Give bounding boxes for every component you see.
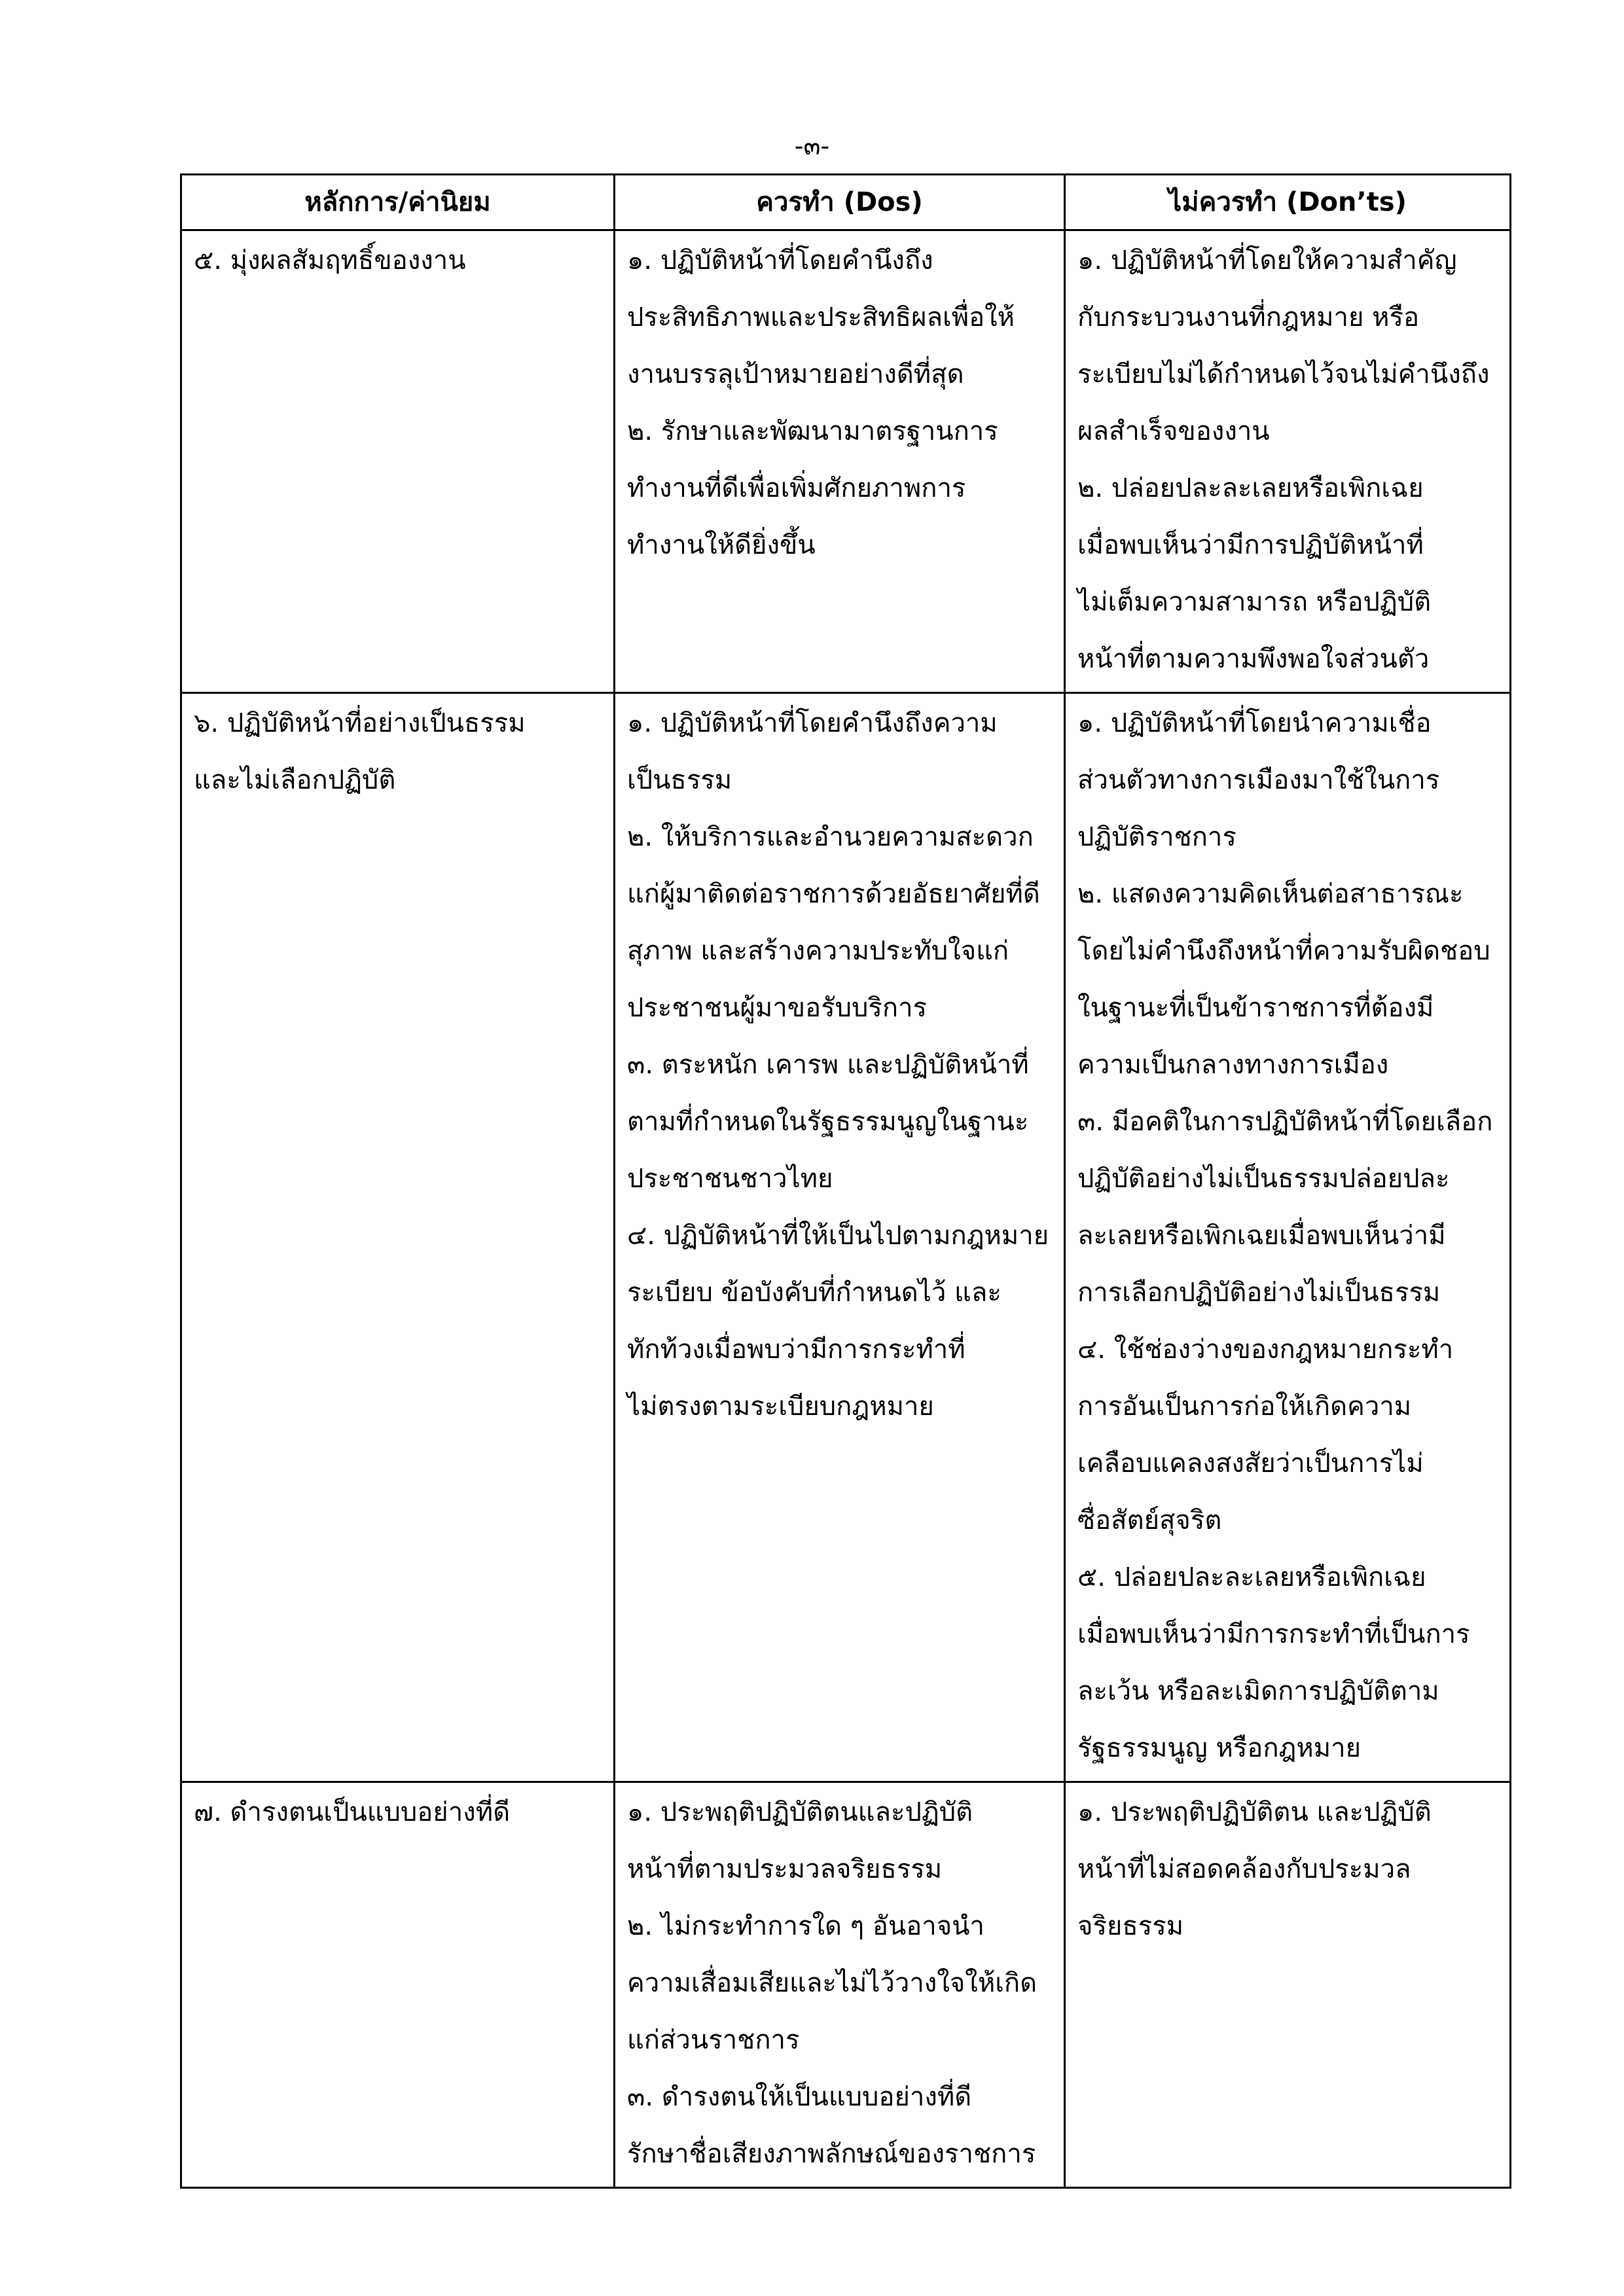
cell-line: ส่วนตัวทางการเมืองมาใช้ในการ — [1077, 765, 1440, 795]
cell-line: ละเว้น หรือละเมิดการปฏิบัติตาม — [1077, 1676, 1439, 1706]
cell-line: ๔. ปฏิบัติหน้าที่ให้เป็นไปตามกฎหมาย — [627, 1221, 1049, 1251]
cell-line: ๓. ดำรงตนให้เป็นแบบอย่างที่ดี — [627, 2082, 972, 2112]
cell-line: ไม่เต็มความสามารถ หรือปฏิบัติ — [1077, 587, 1432, 617]
cell-line: ๒. ปล่อยปละละเลยหรือเพิกเฉย — [1077, 473, 1424, 503]
cell-line: หน้าที่ตามประมวลจริยธรรม — [627, 1854, 943, 1884]
cell-line: ๑. ประพฤติปฏิบัติตนและปฏิบัติ — [627, 1797, 973, 1827]
cell-line: ซื่อสัตย์สุจริต — [1077, 1505, 1222, 1535]
cell-line: ในฐานะที่เป็นข้าราชการที่ต้องมี — [1077, 993, 1434, 1023]
dos-cell — [615, 230, 1065, 693]
cell-line: ๑. ปฏิบัติหน้าที่โดยคำนึงถึง — [627, 245, 933, 276]
cell-line: ๑. ปฏิบัติหน้าที่โดยนำความเชื่อ — [1077, 708, 1432, 738]
cell-line: การเลือกปฏิบัติอย่างไม่เป็นธรรม — [1077, 1278, 1441, 1308]
cell-line: ๒. ให้บริการและอำนวยความสะดวก — [627, 822, 1034, 852]
cell-line: ๓. มีอคติในการปฏิบัติหน้าที่โดยเลือก — [1077, 1107, 1493, 1137]
cell-line: ตามที่กำหนดในรัฐธรรมนูญในฐานะ — [627, 1107, 1029, 1137]
dos-cell — [615, 693, 1065, 1782]
cell-line: ประชาชนชาวไทย — [627, 1164, 833, 1194]
cell-line: ๔. ใช้ช่องว่างของกฎหมายกระทำ — [1077, 1335, 1454, 1365]
cell-line: เคลือบแคลงสงสัยว่าเป็นการไม่ — [1077, 1448, 1424, 1479]
header-principle: หลักการ/ค่านิยม — [181, 175, 615, 230]
cell-line: ปฏิบัติราชการ — [1077, 822, 1236, 852]
cell-line: ๒. แสดงความคิดเห็นต่อสาธารณะ — [1077, 879, 1464, 909]
cell-line: ไม่ตรงตามระเบียบกฎหมาย — [627, 1391, 934, 1422]
principles-table — [180, 173, 1511, 2189]
principle-cell — [181, 1782, 615, 2188]
cell-line: หน้าที่ไม่สอดคล้องกับประมวล — [1077, 1854, 1411, 1884]
cell-line: ๓. ตระหนัก เคารพ และปฏิบัติหน้าที่ — [627, 1050, 1029, 1080]
cell-line: ผลสำเร็จของงาน — [1077, 416, 1270, 446]
cell-line: ๑. ปฏิบัติหน้าที่โดยให้ความสำคัญ — [1077, 245, 1457, 276]
cell-line: ประสิทธิภาพและประสิทธิผลเพื่อให้ — [627, 302, 1015, 332]
table-row — [181, 693, 1511, 1782]
header-dos: ควรทำ (Dos) — [615, 175, 1065, 230]
cell-line: กับกระบวนงานที่กฎหมาย หรือ — [1077, 302, 1419, 332]
cell-line: หน้าที่ตามความพึงพอใจส่วนตัว — [1077, 644, 1430, 674]
table-row — [181, 1782, 1511, 2188]
header-donts: ไม่ควรทำ (Don’ts) — [1065, 175, 1511, 230]
table-header-row — [181, 175, 1511, 230]
cell-line: ๑. ปฏิบัติหน้าที่โดยคำนึงถึงความ — [627, 708, 998, 738]
cell-line: ๖. ปฏิบัติหน้าที่อย่างเป็นธรรม — [194, 708, 526, 738]
cell-line: ๕. มุ่งผลสัมฤทธิ์ของงาน — [194, 245, 466, 276]
cell-line: การอันเป็นการก่อให้เกิดความ — [1077, 1391, 1412, 1422]
cell-line: แก่ส่วนราชการ — [627, 2025, 800, 2055]
principle-cell — [181, 693, 615, 1782]
principle-cell — [181, 230, 615, 693]
donts-cell — [1065, 1782, 1511, 2188]
cell-line: รักษาชื่อเสียงภาพลักษณ์ของราชการ — [627, 2139, 1036, 2169]
dos-cell — [615, 1782, 1065, 2188]
cell-line: เมื่อพบเห็นว่ามีการปฏิบัติหน้าที่ — [1077, 530, 1424, 560]
cell-line: ระเบียบ ข้อบังคับที่กำหนดไว้ และ — [627, 1278, 1001, 1308]
table-body — [181, 230, 1511, 2188]
cell-line: โดยไม่คำนึงถึงหน้าที่ความรับผิดชอบ — [1077, 936, 1490, 966]
cell-line: ๑. ประพฤติปฏิบัติตน และปฏิบัติ — [1077, 1797, 1432, 1827]
cell-line: ๗. ดำรงตนเป็นแบบอย่างที่ดี — [194, 1797, 511, 1827]
cell-line: และไม่เลือกปฏิบัติ — [194, 765, 396, 795]
cell-line: งานบรรลุเป้าหมายอย่างดีที่สุด — [627, 359, 964, 389]
cell-line: ทำงานที่ดีเพื่อเพิ่มศักยภาพการ — [627, 473, 966, 503]
cell-line: แก่ผู้มาติดต่อราชการด้วยอัธยาศัยที่ดี — [627, 879, 1040, 909]
cell-line: เป็นธรรม — [627, 765, 732, 795]
cell-line: ทำงานให้ดียิ่งขึ้น — [627, 530, 816, 560]
page-number: -๓- — [794, 132, 830, 160]
cell-line: รัฐธรรมนูญ หรือกฎหมาย — [1077, 1733, 1362, 1763]
donts-cell — [1065, 693, 1511, 1782]
cell-line: ละเลยหรือเพิกเฉยเมื่อพบเห็นว่ามี — [1077, 1221, 1446, 1251]
table-row — [181, 230, 1511, 693]
cell-line: ปฏิบัติอย่างไม่เป็นธรรมปล่อยปละ — [1077, 1164, 1450, 1194]
cell-line: ระเบียบไม่ได้กำหนดไว้จนไม่คำนึงถึง — [1077, 359, 1490, 389]
cell-line: ๒. ไม่กระทำการใด ๆ อันอาจนำ — [627, 1911, 984, 1941]
cell-line: เมื่อพบเห็นว่ามีการกระทำที่เป็นการ — [1077, 1619, 1470, 1649]
donts-cell — [1065, 230, 1511, 693]
cell-line: จริยธรรม — [1077, 1911, 1184, 1941]
cell-line: ความเป็นกลางทางการเมือง — [1077, 1050, 1389, 1080]
cell-line: ประชาชนผู้มาขอรับบริการ — [627, 993, 928, 1023]
cell-line: ทักท้วงเมื่อพบว่ามีการกระทำที่ — [627, 1335, 965, 1365]
cell-line: สุภาพ และสร้างความประทับใจแก่ — [627, 936, 1009, 966]
cell-line: ๕. ปล่อยปละละเลยหรือเพิกเฉย — [1077, 1562, 1426, 1592]
cell-line: ความเสื่อมเสียและไม่ไว้วางใจให้เกิด — [627, 1968, 1038, 1998]
cell-line: ๒. รักษาและพัฒนามาตรฐานการ — [627, 416, 998, 446]
